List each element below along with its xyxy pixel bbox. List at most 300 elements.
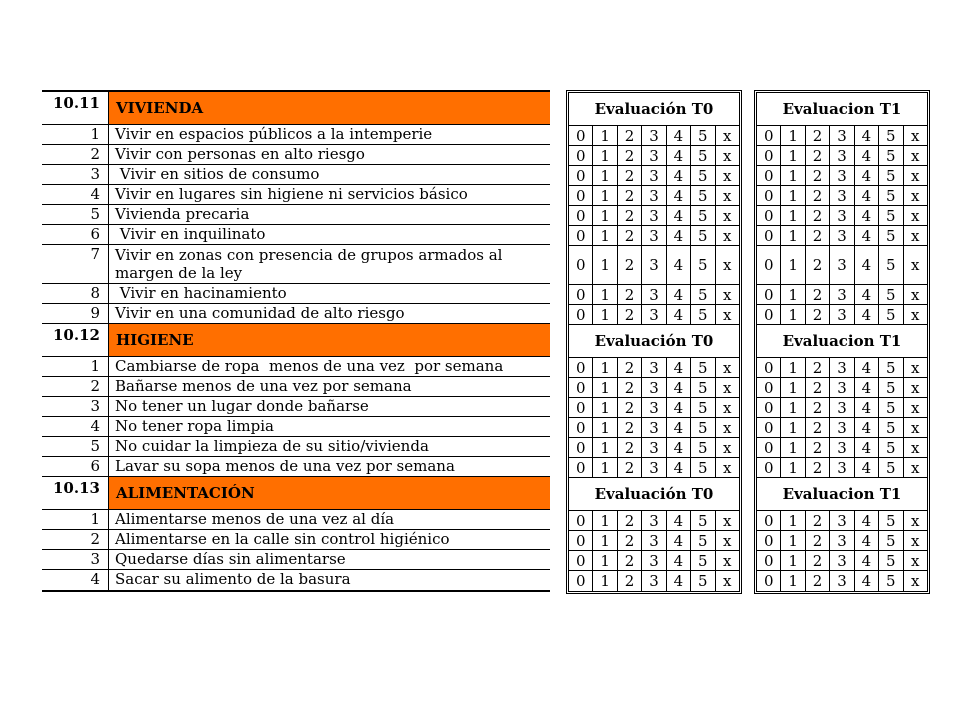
rating-option-1[interactable]: 1 [780,378,804,397]
rating-option-4[interactable]: 4 [666,206,690,225]
rating-option-3[interactable]: 3 [641,305,665,324]
rating-option-x[interactable]: x [715,206,739,225]
rating-option-0[interactable]: 0 [763,206,774,225]
rating-option-2[interactable]: 2 [805,378,829,397]
rating-option-1[interactable]: 1 [592,438,616,457]
rating-option-5[interactable]: 5 [878,571,902,591]
rating-option-3[interactable]: 3 [829,146,853,165]
rating-option-4[interactable]: 4 [854,166,878,185]
rating-option-5[interactable]: 5 [878,126,902,145]
rating-option-1[interactable]: 1 [592,246,616,284]
rating-option-5[interactable]: 5 [878,458,902,477]
rating-option-0[interactable]: 0 [763,305,774,324]
rating-option-1[interactable]: 1 [592,226,616,245]
rating-option-x[interactable]: x [903,146,927,165]
rating-option-0[interactable]: 0 [763,126,774,145]
item-text: No tener un lugar donde bañarse [108,397,550,416]
rating-option-5[interactable]: 5 [690,186,714,205]
rating-option-x[interactable]: x [903,511,927,530]
rating-option-x[interactable]: x [903,166,927,185]
rating-option-0[interactable]: 0 [763,458,774,477]
rating-option-4[interactable]: 4 [666,378,690,397]
rating-option-1[interactable]: 1 [592,378,616,397]
rating-option-4[interactable]: 4 [854,305,878,324]
rating-option-4[interactable]: 4 [854,206,878,225]
rating-option-x[interactable]: x [715,378,739,397]
rating-option-1[interactable]: 1 [780,285,804,304]
rating-option-3[interactable]: 3 [641,126,665,145]
rating-option-3[interactable]: 3 [641,571,665,591]
rating-option-0[interactable]: 0 [575,285,586,304]
rating-option-5[interactable]: 5 [878,305,902,324]
rating-option-2[interactable]: 2 [617,398,641,417]
rating-option-0[interactable]: 0 [763,256,774,274]
rating-option-0[interactable]: 0 [575,572,586,590]
rating-option-5[interactable]: 5 [878,418,902,437]
rating-option-0[interactable]: 0 [575,398,586,417]
rating-option-2[interactable]: 2 [617,551,641,570]
rating-option-1[interactable]: 1 [592,511,616,530]
rating-option-0[interactable]: 0 [763,378,774,397]
rating-option-2[interactable]: 2 [805,438,829,457]
rating-option-1[interactable]: 1 [780,206,804,225]
rating-option-4[interactable]: 4 [854,126,878,145]
rating-option-5[interactable]: 5 [690,531,714,550]
rating-option-3[interactable]: 3 [829,358,853,377]
rating-option-3[interactable]: 3 [829,186,853,205]
item-number: 2 [90,377,100,395]
rating-option-4[interactable]: 4 [666,186,690,205]
rating-option-5[interactable]: 5 [878,226,902,245]
rating-option-4[interactable]: 4 [854,226,878,245]
rating-option-x[interactable]: x [715,418,739,437]
rating-option-4[interactable]: 4 [854,398,878,417]
rating-option-3[interactable]: 3 [829,206,853,225]
rating-option-5[interactable]: 5 [690,166,714,185]
rating-option-0[interactable]: 0 [763,166,774,185]
rating-option-2[interactable]: 2 [805,186,829,205]
rating-option-5[interactable]: 5 [878,146,902,165]
rating-option-x[interactable]: x [903,438,927,457]
rating-option-4[interactable]: 4 [666,305,690,324]
rating-option-0[interactable]: 0 [575,126,586,145]
rating-option-3[interactable]: 3 [641,166,665,185]
rating-option-1[interactable]: 1 [780,551,804,570]
rating-option-5[interactable]: 5 [878,285,902,304]
rating-option-0[interactable]: 0 [575,186,586,205]
item-row [42,530,550,550]
rating-option-0[interactable]: 0 [575,511,586,530]
rating-option-1[interactable]: 1 [592,551,616,570]
item-number: 1 [90,357,100,375]
item-text: Cambiarse de ropa menos de una vez por semana [108,357,550,376]
rating-option-1[interactable]: 1 [592,146,616,165]
rating-option-3[interactable]: 3 [641,358,665,377]
rating-option-0[interactable]: 0 [763,418,774,437]
rating-option-1[interactable]: 1 [780,398,804,417]
rating-option-x[interactable]: x [903,531,927,550]
rating-option-x[interactable]: x [903,358,927,377]
rating-row [569,206,739,226]
rating-option-2[interactable]: 2 [617,246,641,284]
item-number: 6 [90,457,100,475]
rating-option-1[interactable]: 1 [592,398,616,417]
rating-option-4[interactable]: 4 [854,358,878,377]
rating-option-0[interactable]: 0 [763,186,774,205]
rating-option-3[interactable]: 3 [829,398,853,417]
rating-option-0[interactable]: 0 [575,166,586,185]
rating-option-5[interactable]: 5 [690,418,714,437]
rating-options [569,166,739,185]
rating-option-3[interactable]: 3 [829,551,853,570]
rating-option-3[interactable]: 3 [641,511,665,530]
rating-option-1[interactable]: 1 [592,358,616,377]
rating-option-3[interactable]: 3 [829,571,853,591]
rating-option-1[interactable]: 1 [592,571,616,591]
rating-options [569,418,739,437]
rating-row [757,186,927,206]
rating-option-3[interactable]: 3 [641,206,665,225]
rating-option-2[interactable]: 2 [617,511,641,530]
rating-option-3[interactable]: 3 [829,531,853,550]
rating-option-0[interactable]: 0 [575,226,586,245]
rating-option-3[interactable]: 3 [829,126,853,145]
rating-option-5[interactable]: 5 [690,358,714,377]
rating-options [569,126,739,145]
rating-option-5[interactable]: 5 [878,511,902,530]
rating-option-1[interactable]: 1 [592,285,616,304]
rating-row [757,285,927,305]
rating-row [569,166,739,186]
rating-option-4[interactable]: 4 [854,531,878,550]
rating-option-x[interactable]: x [903,398,927,417]
rating-option-x[interactable]: x [903,206,927,225]
rating-row [757,531,927,551]
rating-option-2[interactable]: 2 [617,358,641,377]
rating-option-2[interactable]: 2 [617,126,641,145]
rating-option-1[interactable]: 1 [780,511,804,530]
rating-option-4[interactable]: 4 [854,146,878,165]
rating-option-5[interactable]: 5 [690,246,714,284]
rating-option-4[interactable]: 4 [666,226,690,245]
rating-option-5[interactable]: 5 [878,531,902,550]
rating-option-5[interactable]: 5 [690,571,714,591]
item-text: Sacar su alimento de la basura [108,570,550,590]
rating-option-5[interactable]: 5 [690,551,714,570]
rating-option-4[interactable]: 4 [666,551,690,570]
rating-option-x[interactable]: x [903,571,927,591]
rating-option-2[interactable]: 2 [617,166,641,185]
rating-option-x[interactable]: x [715,551,739,570]
rating-option-x[interactable]: x [715,305,739,324]
item-number: 8 [90,284,100,302]
rating-option-0[interactable]: 0 [575,378,586,397]
rating-option-4[interactable]: 4 [854,438,878,457]
rating-option-0[interactable]: 0 [575,206,586,225]
evaluation-header: Evaluacion T1 [757,93,927,126]
rating-option-2[interactable]: 2 [805,418,829,437]
rating-option-3[interactable]: 3 [641,398,665,417]
rating-option-2[interactable]: 2 [617,438,641,457]
rating-option-3[interactable]: 3 [641,378,665,397]
rating-option-1[interactable]: 1 [780,305,804,324]
rating-option-4[interactable]: 4 [666,418,690,437]
rating-option-3[interactable]: 3 [641,418,665,437]
rating-option-2[interactable]: 2 [805,146,829,165]
rating-option-x[interactable]: x [715,186,739,205]
rating-option-1[interactable]: 1 [780,458,804,477]
rating-option-5[interactable]: 5 [878,246,902,284]
rating-option-5[interactable]: 5 [690,511,714,530]
rating-options [757,226,927,245]
rating-option-x[interactable]: x [903,226,927,245]
rating-option-2[interactable]: 2 [617,418,641,437]
rating-options [757,551,927,570]
rating-option-0[interactable]: 0 [575,305,586,324]
item-text: Alimentarse menos de una vez al día [108,510,550,529]
rating-option-x[interactable]: x [903,418,927,437]
rating-option-3[interactable]: 3 [641,186,665,205]
rating-option-3[interactable]: 3 [641,226,665,245]
rating-option-1[interactable]: 1 [780,166,804,185]
rating-option-0[interactable]: 0 [575,256,586,274]
rating-option-1[interactable]: 1 [780,246,804,284]
rating-option-1[interactable]: 1 [592,166,616,185]
rating-option-3[interactable]: 3 [829,305,853,324]
rating-option-1[interactable]: 1 [780,418,804,437]
rating-option-0[interactable]: 0 [575,438,586,457]
rating-option-1[interactable]: 1 [780,358,804,377]
rating-option-1[interactable]: 1 [780,531,804,550]
rating-option-5[interactable]: 5 [878,166,902,185]
rating-options [569,398,739,417]
rating-option-x[interactable]: x [715,246,739,284]
rating-option-5[interactable]: 5 [878,438,902,457]
rating-option-3[interactable]: 3 [829,418,853,437]
rating-option-4[interactable]: 4 [666,531,690,550]
rating-option-0[interactable]: 0 [763,358,774,377]
rating-option-2[interactable]: 2 [805,398,829,417]
rating-option-4[interactable]: 4 [854,551,878,570]
item-number: 1 [90,510,100,528]
rating-option-0[interactable]: 0 [763,226,774,245]
rating-option-2[interactable]: 2 [805,126,829,145]
rating-option-5[interactable]: 5 [878,358,902,377]
rating-option-2[interactable]: 2 [617,531,641,550]
rating-option-x[interactable]: x [903,285,927,304]
rating-option-x[interactable]: x [903,458,927,477]
rating-row [569,418,739,438]
rating-option-4[interactable]: 4 [666,398,690,417]
rating-option-x[interactable]: x [715,226,739,245]
rating-option-4[interactable]: 4 [854,458,878,477]
rating-option-x[interactable]: x [715,126,739,145]
rating-option-0[interactable]: 0 [763,438,774,457]
rating-row [757,398,927,418]
rating-option-0[interactable]: 0 [575,551,586,570]
rating-option-x[interactable]: x [715,358,739,377]
rating-option-1[interactable]: 1 [592,305,616,324]
rating-option-3[interactable]: 3 [829,246,853,284]
rating-option-3[interactable]: 3 [829,438,853,457]
rating-option-1[interactable]: 1 [592,186,616,205]
rating-option-5[interactable]: 5 [690,378,714,397]
rating-option-1[interactable]: 1 [780,146,804,165]
rating-option-4[interactable]: 4 [666,511,690,530]
rating-option-1[interactable]: 1 [780,186,804,205]
rating-option-x[interactable]: x [715,285,739,304]
rating-option-2[interactable]: 2 [805,511,829,530]
rating-option-2[interactable]: 2 [617,305,641,324]
rating-option-4[interactable]: 4 [854,378,878,397]
rating-option-5[interactable]: 5 [878,206,902,225]
rating-option-3[interactable]: 3 [829,458,853,477]
rating-option-x[interactable]: x [903,551,927,570]
rating-option-2[interactable]: 2 [805,458,829,477]
rating-option-x[interactable]: x [903,305,927,324]
rating-option-x[interactable]: x [715,511,739,530]
rating-option-3[interactable]: 3 [641,458,665,477]
rating-option-2[interactable]: 2 [805,246,829,284]
rating-option-2[interactable]: 2 [617,186,641,205]
rating-option-2[interactable]: 2 [805,285,829,304]
rating-option-5[interactable]: 5 [878,551,902,570]
rating-option-0[interactable]: 0 [575,358,586,377]
rating-row [757,378,927,398]
rating-option-4[interactable]: 4 [666,146,690,165]
rating-option-5[interactable]: 5 [690,146,714,165]
rating-option-0[interactable]: 0 [763,398,774,417]
rating-option-x[interactable]: x [903,378,927,397]
rating-option-2[interactable]: 2 [805,551,829,570]
rating-option-x[interactable]: x [715,571,739,591]
rating-option-0[interactable]: 0 [763,285,774,304]
rating-option-4[interactable]: 4 [854,418,878,437]
rating-option-3[interactable]: 3 [641,246,665,284]
rating-option-3[interactable]: 3 [829,226,853,245]
rating-option-0[interactable]: 0 [763,511,774,530]
rating-option-5[interactable]: 5 [690,458,714,477]
rating-option-1[interactable]: 1 [592,126,616,145]
rating-option-4[interactable]: 4 [666,438,690,457]
rating-option-x[interactable]: x [715,458,739,477]
rating-option-2[interactable]: 2 [805,531,829,550]
item-row [42,145,550,165]
rating-option-0[interactable]: 0 [763,146,774,165]
rating-option-2[interactable]: 2 [617,146,641,165]
rating-option-1[interactable]: 1 [592,531,616,550]
rating-option-4[interactable]: 4 [666,358,690,377]
rating-option-2[interactable]: 2 [805,166,829,185]
rating-option-1[interactable]: 1 [592,458,616,477]
rating-option-3[interactable]: 3 [641,531,665,550]
rating-option-0[interactable]: 0 [763,531,774,550]
rating-option-4[interactable]: 4 [666,458,690,477]
rating-option-2[interactable]: 2 [617,571,641,591]
rating-option-x[interactable]: x [715,398,739,417]
rating-option-4[interactable]: 4 [666,166,690,185]
rating-option-5[interactable]: 5 [690,285,714,304]
rating-option-1[interactable]: 1 [592,206,616,225]
rating-option-1[interactable]: 1 [780,226,804,245]
rating-option-5[interactable]: 5 [690,226,714,245]
rating-option-x[interactable]: x [715,166,739,185]
rating-option-2[interactable]: 2 [617,458,641,477]
rating-option-x[interactable]: x [903,246,927,284]
rating-option-5[interactable]: 5 [690,305,714,324]
rating-option-2[interactable]: 2 [617,226,641,245]
rating-option-4[interactable]: 4 [854,246,878,284]
rating-option-0[interactable]: 0 [763,572,774,590]
rating-option-5[interactable]: 5 [690,438,714,457]
rating-option-0[interactable]: 0 [763,551,774,570]
rating-option-3[interactable]: 3 [641,146,665,165]
rating-option-2[interactable]: 2 [805,305,829,324]
item-row [42,570,550,590]
rating-option-2[interactable]: 2 [805,358,829,377]
rating-option-4[interactable]: 4 [854,511,878,530]
rating-option-3[interactable]: 3 [829,378,853,397]
rating-option-3[interactable]: 3 [641,438,665,457]
rating-row [757,551,927,571]
rating-option-2[interactable]: 2 [617,378,641,397]
section-number: 10.12 [53,326,100,344]
rating-options [757,166,927,185]
rating-option-x[interactable]: x [903,126,927,145]
rating-option-2[interactable]: 2 [617,285,641,304]
rating-option-4[interactable]: 4 [666,126,690,145]
rating-option-0[interactable]: 0 [575,531,586,550]
rating-option-2[interactable]: 2 [805,226,829,245]
rating-options [757,146,927,165]
rating-option-x[interactable]: x [715,146,739,165]
rating-option-4[interactable]: 4 [666,246,690,284]
rating-option-3[interactable]: 3 [829,166,853,185]
rating-option-5[interactable]: 5 [878,186,902,205]
rating-option-1[interactable]: 1 [780,571,804,591]
rating-option-5[interactable]: 5 [690,126,714,145]
rating-option-3[interactable]: 3 [641,285,665,304]
rating-option-3[interactable]: 3 [641,551,665,570]
rating-option-4[interactable]: 4 [666,285,690,304]
rating-option-4[interactable]: 4 [666,571,690,591]
rating-option-x[interactable]: x [903,186,927,205]
evaluation-header: Evaluación T0 [569,478,739,511]
rating-option-5[interactable]: 5 [878,378,902,397]
rating-option-4[interactable]: 4 [854,571,878,591]
rating-option-0[interactable]: 0 [575,458,586,477]
rating-option-4[interactable]: 4 [854,285,878,304]
rating-option-4[interactable]: 4 [854,186,878,205]
rating-options [757,511,927,530]
rating-option-2[interactable]: 2 [805,206,829,225]
rating-option-5[interactable]: 5 [878,398,902,417]
rating-option-x[interactable]: x [715,531,739,550]
rating-option-1[interactable]: 1 [592,418,616,437]
rating-option-0[interactable]: 0 [575,146,586,165]
rating-option-0[interactable]: 0 [575,418,586,437]
rating-option-5[interactable]: 5 [690,398,714,417]
rating-option-3[interactable]: 3 [829,285,853,304]
rating-option-2[interactable]: 2 [805,571,829,591]
rating-option-x[interactable]: x [715,438,739,457]
rating-option-1[interactable]: 1 [780,126,804,145]
rating-option-2[interactable]: 2 [617,206,641,225]
rating-option-1[interactable]: 1 [780,438,804,457]
rating-option-5[interactable]: 5 [690,206,714,225]
rating-option-3[interactable]: 3 [829,511,853,530]
rating-row [569,551,739,571]
